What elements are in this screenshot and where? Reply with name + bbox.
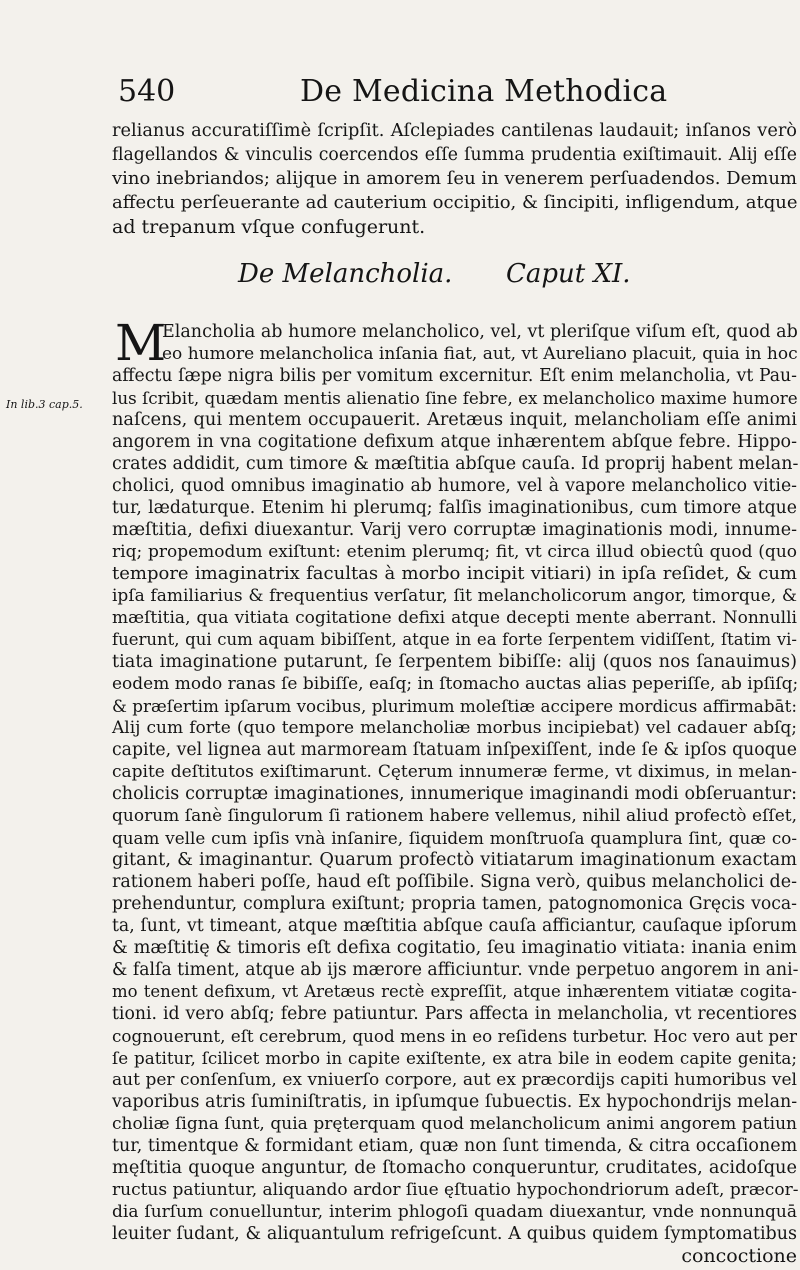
text-line: eo humore melancholica inſania fiat, aut, vt Aureliano placuit, quia in hoc — [162, 344, 798, 364]
text-line: tur, timentque & formidant etiam, quæ non ſunt timenda, & citra occaſionem — [112, 1136, 798, 1156]
text-line: cognouerunt, eſt cerebrum, quod mens in eo reſidens turbetur. Hoc vero aut per — [112, 1026, 797, 1046]
text-line: affectu perſeuerante ad cauterium occipitio, & ſincipiti, infligendum, atque — [112, 192, 798, 213]
text-line: aut per conſenſum, ex vniuerſo corpore, aut ex præcordijs capiti humoribus vel — [112, 1070, 797, 1090]
text-line: angorem in vna cogitatione defixum atque inhærentem abſque febre. Hippo- — [112, 432, 797, 452]
text-line: lus ſcribit, quædam mentis alienatio ſine febre, ex melancholico maxime humore — [112, 388, 798, 408]
text-line: prehenduntur, complura exiſtunt; propria tamen, patognomonica Gręcis voca- — [112, 894, 797, 914]
text-line: quam velle cum ipſis vnà inſanire, ſiquidem monſtruoſa quamplura ſint, quæ co- — [112, 828, 797, 848]
chapter-heading — [238, 259, 658, 295]
text-line: gitant, & imaginantur. Quarum profectò vitiatarum imaginationum exactam — [112, 850, 797, 870]
running-header — [118, 74, 738, 114]
text-line: Elancholia ab humore melancholico, vel, vt pleriſque viſum eſt, quod ab — [162, 322, 798, 342]
text-line: ipſa familiarius & frequentius verſatur, ſit melancholicorum angor, timorque, & — [112, 586, 797, 606]
text-line: quorum ſanè ſingulorum ſi rationem habere vellemus, nihil aliud profectò eſſet, — [112, 806, 797, 826]
text-line: & præſertim ipſarum vocibus, plurimum moleſtiæ accipere mordicus affirmabāt: — [112, 696, 797, 716]
text-line: naſcens, qui mentem occupauerit. Aretæus inquit, melancholiam eſſe animi — [112, 410, 797, 430]
text-line: flagellandos & vinculis coercendos eſſe ſumma prudentia exiſtimauit. Alij eſſe — [112, 145, 797, 165]
text-line: crates addidit, cum timore & mæſtitia abſque cauſa. Id proprij habent melan- — [112, 454, 799, 474]
text-line: tur, lædaturque. Etenim hi plerumq; falſis imaginationibus, cum timore atque — [112, 498, 797, 518]
text-line: cholicis corruptæ imaginationes, innumerique imaginandi modi obſeruantur: — [112, 784, 797, 804]
chapter-title: De Melancholia. — [238, 259, 453, 289]
text-line: & falſa timent, atque ab ijs mærore afficiuntur. vnde perpetuo angorem in ani- — [112, 960, 799, 980]
text-line: fuerunt, qui cum aquam bibiſſent, atque in ea forte ſerpentem vidiſſent, ſtatim vi- — [112, 630, 797, 649]
text-line: capite, vel lignea aut marmoream ſtatuam inſpexiſſent, inde ſe & ipſos quoque — [112, 740, 797, 760]
text-line: mæſtitia, defixi diuexantur. Varij vero corruptæ imaginationis modi, innume- — [112, 520, 797, 540]
text-line: tempore imaginatrix facultas à morbo incipit vitiari) in ipſa reſidet, & cum — [112, 563, 797, 584]
text-line: capite deſtitutos exiſtimarunt. Cęterum innumeræ ferme, vt diximus, in melan- — [112, 762, 797, 782]
text-line: affectu ſæpe nigra bilis per vomitum excernitur. Eſt enim melancholia, vt Pau- — [112, 366, 797, 386]
text-line: vaporibus atris ſuminiſtratis, in ipſumque ſubuectis. Ex hypochondrijs melan- — [112, 1092, 798, 1112]
drop-capital: M — [115, 314, 167, 372]
text-line: cholici, quod omnibus imaginatio ab humore, vel à vapore melancholico vitie- — [112, 476, 797, 496]
text-line: ta, ſunt, vt timeant, atque mæſtitia abſque cauſa afficiantur, cauſaque ipſorum — [112, 916, 797, 936]
chapter-number: Caput XI. — [506, 259, 631, 289]
text-line: tioni. id vero abſq; febre patiuntur. Pars affecta in melancholia, vt recentiores — [112, 1004, 797, 1024]
text-line: rationem haberi poſſe, haud eſt poſſibile. Signa verò, quibus melancholici de- — [112, 872, 797, 892]
text-line: tiata imaginatione putarunt, ſe ſerpentem bibiſſe: alij (quos nos ſanauimus) — [112, 652, 797, 672]
text-line: & mæſtitię & timoris eſt defixa cogitatio, ſeu imaginatio vitiata: inania enim — [112, 938, 797, 958]
text-line: ad trepanum vſque confugerunt. — [112, 216, 426, 238]
marginal-note: In lib.3 cap.5. — [6, 398, 83, 411]
text-line: mæſtitia, qua vitiata cogitatione defixi atque decepti mente aberrant. Nonnulli — [112, 608, 797, 628]
page-number: 540 — [118, 74, 176, 109]
text-line: leuiter ſudant, & aliquantulum refrigeſcunt. A quibus quidem ſymptomatibus — [112, 1224, 797, 1244]
text-line: dia ſurſum conuelluntur, interim phlogoſi quadam diuexantur, vnde nonnunquā — [112, 1202, 797, 1222]
catchword: concoctione — [681, 1245, 797, 1267]
text-line: relianus accuratiſſimè ſcripſit. Aſclepiades cantilenas laudauit; inſanos verò — [112, 121, 797, 141]
text-line: ructus patiuntur, aliquando ardor ſiue ęſtuatio hypochondriorum adeſt, præcor- — [112, 1180, 799, 1200]
text-line: mo tenent defixum, vt Aretæus rectè expreſſit, atque inhærentem vitiatæ cogita- — [112, 982, 797, 1001]
text-line: vino inebriandos; alijque in amorem ſeu in venerem perſuadendos. Demum — [112, 168, 797, 189]
text-line: eodem modo ranas ſe bibiſſe, eaſq; in ſtomacho auctas alias peperiſſe, ab ipſiſq; — [112, 674, 799, 694]
text-line: choliæ ſigna ſunt, quia pręterquam quod melancholicum animi angorem patiun — [112, 1114, 797, 1134]
text-line: Alij cum forte (quo tempore melancholiæ morbus incipiebat) vel cadauer abſq; — [112, 718, 797, 738]
running-title: De Medicina Methodica — [300, 74, 668, 109]
text-line: riq; propemodum exiſtunt: etenim plerumq; fit, vt circa illud obiectû quod (quo — [112, 542, 797, 562]
text-line: męſtitia quoque anguntur, de ſtomacho conqueruntur, cruditates, acidoſque — [112, 1158, 797, 1178]
text-line: ſe patitur, ſcilicet morbo in capite exiſtente, ex atra bile in eodem capite genita; — [112, 1048, 797, 1068]
